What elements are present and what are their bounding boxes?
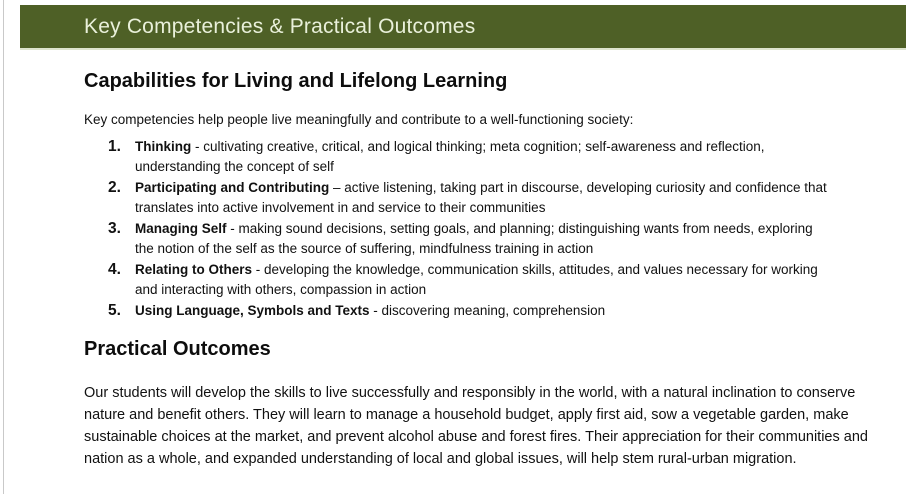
item-term: Relating to Others (135, 262, 253, 277)
list-item-thinking (84, 137, 830, 177)
item-term: Participating and Contributing (135, 180, 330, 195)
item-term: Thinking (135, 139, 192, 154)
item-description: - developing the knowledge, communication skills, attitudes, and values necessary for working and interacting with others, compassion in action (135, 262, 818, 297)
list-item-using-language (84, 301, 830, 321)
item-number: 3. (108, 220, 121, 237)
list-item-managing-self (84, 219, 830, 259)
page-content (84, 48, 890, 470)
capabilities-heading: Capabilities for Living and Lifelong Learning (84, 70, 508, 92)
item-description: - cultivating creative, critical, and logical thinking; meta cognition; self-awareness and reflection, understanding the concept of self (135, 139, 765, 174)
item-term: Using Language, Symbols and Texts (135, 303, 370, 318)
item-number: 5. (108, 302, 121, 319)
list-item-participating (84, 178, 830, 218)
outcomes-heading: Practical Outcomes (84, 338, 271, 360)
item-term: Managing Self (135, 221, 227, 236)
item-number: 1. (108, 138, 121, 155)
item-number: 4. (108, 261, 121, 278)
list-item-relating-to-others (84, 260, 830, 300)
capabilities-intro: Key competencies help people live meaningfully and contribute to a well-functioning society: (84, 112, 634, 127)
item-description: – active listening, taking part in discourse, developing curiosity and confidence that translates into active involvement in and service to their communities (135, 180, 827, 215)
page-title: Key Competencies & Practical Outcomes (84, 15, 476, 38)
outcomes-paragraph: Our students will develop the skills to live successfully and responsibly in the world, with a natural inclination to conserve nature and benefit others. They will learn to manage a household budget, apply first aid, sow a vegetable garden, make sustainable choices at the market, and prevent alcohol abuse and forest fires. Their appreciation for their communities and nation as a whole, and expanded understanding of local and global issues, will help stem rural-urban migration. (84, 385, 868, 467)
competency-list (84, 137, 830, 321)
item-description: - discovering meaning, comprehension (369, 303, 606, 318)
item-description: - making sound decisions, setting goals, and planning; distinguishing wants from needs, exploring the notion of the self as the source of suffering, mindfulness training in action (135, 221, 813, 256)
left-edge-rule (3, 0, 4, 494)
item-number: 2. (108, 179, 121, 196)
header-bar (20, 5, 906, 50)
